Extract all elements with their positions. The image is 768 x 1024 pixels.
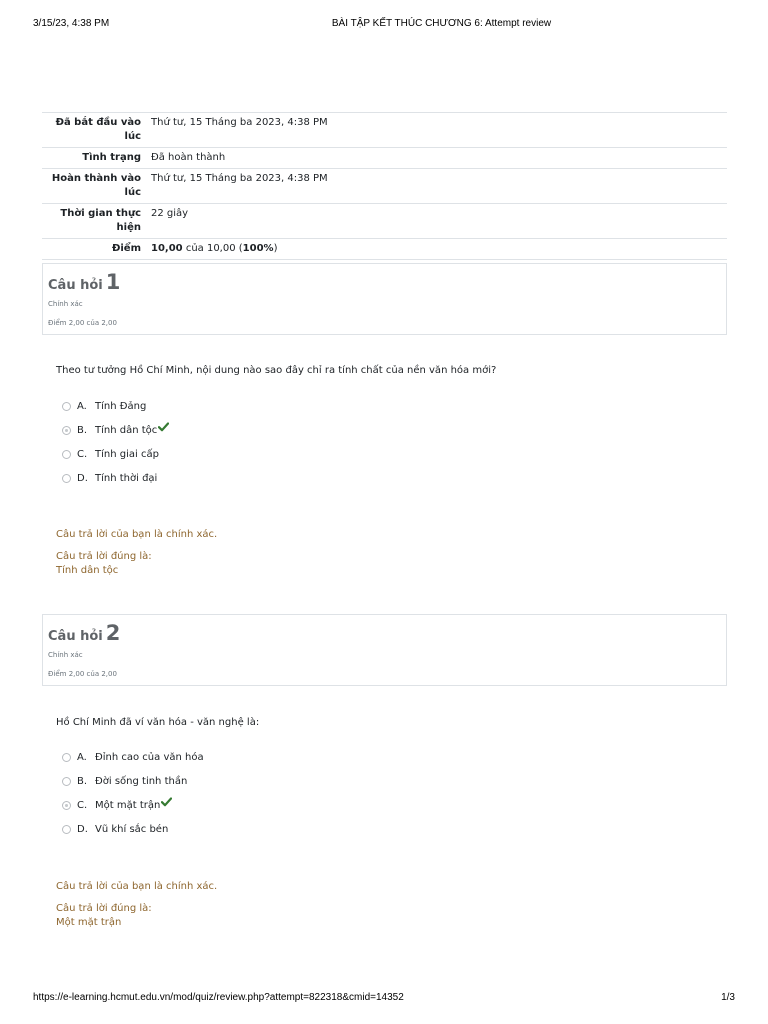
answer-text: Một mặt trận — [95, 800, 161, 811]
question-title-prefix: Câu hỏi — [48, 278, 103, 293]
question-title — [48, 620, 721, 650]
summary-label: Đã bắt đầu vào lúc — [42, 113, 146, 148]
answer-letter: C. — [77, 449, 88, 460]
answer-letter: A. — [77, 752, 87, 763]
summary-label: Điểm — [42, 239, 146, 260]
attempt-summary-table — [42, 112, 727, 260]
answer-text-wrap — [95, 799, 172, 813]
answer-letter: A. — [77, 401, 87, 412]
right-answer: Tính dân tộc — [56, 565, 119, 576]
print-datetime: 3/15/23, 4:38 PM — [33, 18, 110, 29]
right-answer: Một mặt trận — [56, 917, 122, 928]
check-icon — [158, 422, 169, 432]
radio-button-selected[interactable] — [62, 801, 71, 810]
answer-text: Tính dân tộc — [95, 425, 158, 436]
answer-option[interactable] — [60, 751, 460, 775]
summary-value: Đã hoàn thành — [146, 148, 727, 169]
radio-button[interactable] — [62, 825, 71, 834]
answer-letter: C. — [77, 800, 88, 811]
summary-value: Thứ tư, 15 Tháng ba 2023, 4:38 PM — [146, 169, 727, 204]
answer-list — [60, 400, 460, 496]
question-grade: Điểm 2,00 của 2,00 — [48, 670, 117, 678]
question-feedback — [56, 528, 217, 578]
right-answer-label: Câu trả lời đúng là: — [56, 551, 152, 562]
summary-label: Thời gian thực hiện — [42, 204, 146, 239]
question-state: Chính xác — [48, 651, 83, 659]
print-url: https://e-learning.hcmut.edu.vn/mod/quiz/review.php?attempt=822318&cmid=14352 — [33, 992, 404, 1003]
grade-score: 10,00 — [151, 243, 183, 254]
answer-option[interactable] — [60, 472, 460, 496]
answer-letter: B. — [77, 776, 88, 787]
answer-option[interactable] — [60, 448, 460, 472]
radio-button[interactable] — [62, 777, 71, 786]
summary-row-grade — [42, 239, 727, 260]
question-text: Hồ Chí Minh đã ví văn hóa - văn nghệ là: — [56, 717, 260, 728]
question-title-prefix: Câu hỏi — [48, 629, 103, 644]
question-title — [48, 269, 721, 299]
answer-option[interactable] — [60, 400, 460, 424]
answer-letter: D. — [77, 824, 88, 835]
summary-label: Tình trạng — [42, 148, 146, 169]
answer-text-wrap — [95, 424, 169, 438]
check-icon — [161, 797, 172, 807]
answer-text: Tính thời đại — [95, 473, 158, 484]
grade-out-of: của 10,00 ( — [182, 243, 243, 254]
grade-percent: 100% — [242, 243, 274, 254]
radio-button[interactable] — [62, 402, 71, 411]
answer-letter: D. — [77, 473, 88, 484]
answer-option[interactable] — [60, 775, 460, 799]
print-title: BÀI TẬP KẾT THÚC CHƯƠNG 6: Attempt review — [331, 18, 552, 29]
radio-button[interactable] — [62, 474, 71, 483]
answer-text: Vũ khí sắc bén — [95, 824, 169, 835]
answer-text: Đỉnh cao của văn hóa — [95, 752, 204, 763]
radio-button-selected[interactable] — [62, 426, 71, 435]
answer-text: Tính Đảng — [95, 401, 147, 412]
grade-close: ) — [273, 243, 278, 254]
question-feedback — [56, 880, 217, 930]
answer-letter: B. — [77, 425, 88, 436]
question-text: Theo tư tưởng Hồ Chí Minh, nội dung nào sao đây chỉ ra tính chất của nền văn hóa mới? — [56, 365, 497, 376]
question-state: Chính xác — [48, 300, 83, 308]
answer-option[interactable] — [60, 823, 460, 847]
summary-value: Thứ tư, 15 Tháng ba 2023, 4:38 PM — [146, 113, 727, 148]
summary-value-grade — [146, 239, 727, 260]
answer-text: Đời sống tinh thần — [95, 776, 188, 787]
question-grade: Điểm 2,00 của 2,00 — [48, 319, 117, 327]
feedback-text: Câu trả lời của bạn là chính xác. — [56, 529, 218, 540]
question-number: 2 — [105, 621, 121, 645]
answer-list — [60, 751, 460, 847]
summary-row-completed — [42, 169, 727, 204]
radio-button[interactable] — [62, 450, 71, 459]
feedback-text: Câu trả lời của bạn là chính xác. — [56, 881, 218, 892]
print-footer — [0, 992, 768, 1006]
summary-value: 22 giây — [146, 204, 727, 239]
summary-label: Hoàn thành vào lúc — [42, 169, 146, 204]
right-answer-label: Câu trả lời đúng là: — [56, 903, 152, 914]
summary-row-started — [42, 113, 727, 148]
print-header — [0, 18, 768, 32]
answer-text: Tính giai cấp — [95, 449, 159, 460]
summary-row-time-taken — [42, 204, 727, 239]
print-page-number: 1/3 — [721, 992, 735, 1003]
summary-row-state — [42, 148, 727, 169]
answer-option[interactable] — [60, 799, 460, 823]
answer-option[interactable] — [60, 424, 460, 448]
question-info-box — [42, 263, 727, 335]
question-number: 1 — [105, 270, 121, 294]
question-info-box — [42, 614, 727, 686]
radio-button[interactable] — [62, 753, 71, 762]
